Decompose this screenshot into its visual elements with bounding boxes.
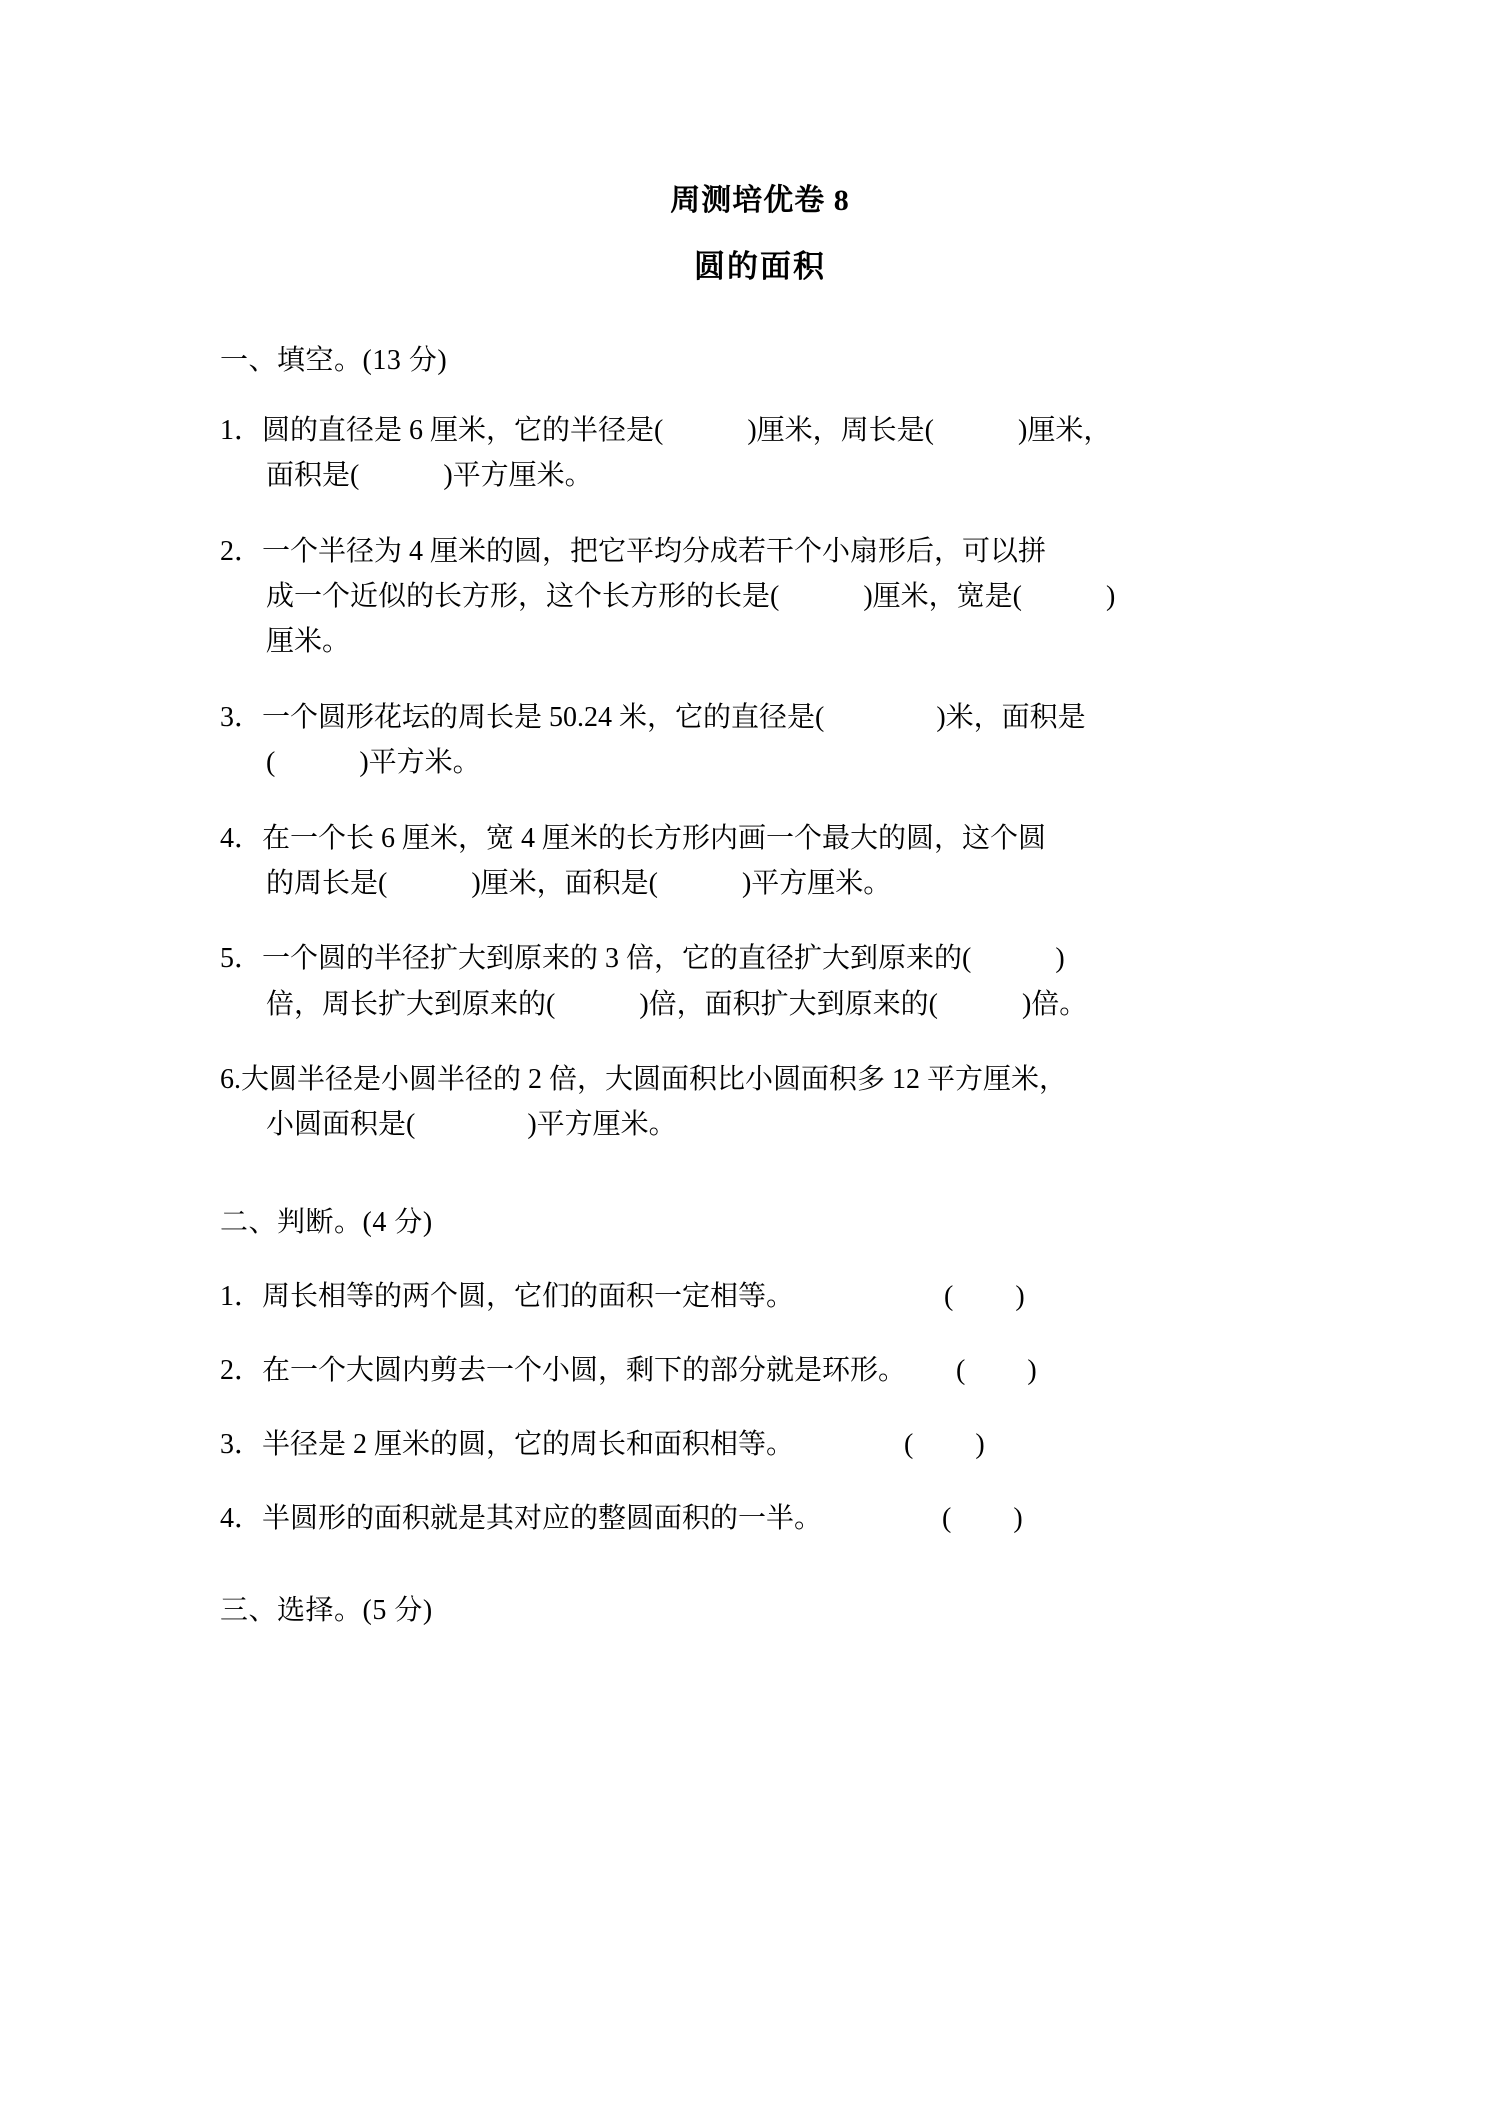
- question-number: 3．: [220, 1428, 263, 1460]
- answer-parenthesis: ( ): [956, 1354, 1039, 1386]
- question-text-line: 一个半径为 4 厘米的圆，把它平均分成若干个小扇形后，可以拼: [262, 535, 1047, 567]
- question-text-line: 半径是 2 厘米的圆，它的周长和面积相等。: [262, 1428, 795, 1460]
- question-number: 4．: [220, 1502, 263, 1534]
- question-text-line: 成一个近似的长方形，这个长方形的长是( )厘米，宽是( ): [266, 581, 1116, 613]
- question-text-line: 在一个大圆内剪去一个小圆，剩下的部分就是环形。: [262, 1354, 907, 1386]
- question-number: 5．: [220, 943, 263, 975]
- section-heading-fill-in: 一、填空。(13 分): [220, 345, 448, 376]
- question-number: 1．: [220, 1280, 263, 1312]
- question-number: 1．: [220, 415, 263, 446]
- question-text-line: 一个圆的半径扩大到原来的 3 倍，它的直径扩大到原来的( ): [262, 943, 1065, 975]
- question-text-line: ( )平方米。: [266, 747, 481, 779]
- question-text-line: 在一个长 6 厘米，宽 4 厘米的长方形内画一个最大的圆，这个圆: [262, 822, 1047, 854]
- page-title: 周测培优卷 8: [670, 184, 850, 217]
- question-number: 4．: [220, 822, 263, 854]
- section-heading-true-false: 二、判断。(4 分): [220, 1206, 433, 1238]
- question-text-line: 大圆半径是小圆半径的 2 倍，大圆面积比小圆面积多 12 平方厘米，: [241, 1063, 1068, 1095]
- question-text-line: 周长相等的两个圆，它们的面积一定相等。: [262, 1280, 795, 1312]
- true-false-item: [220, 1348, 1290, 1388]
- question-text-line: 一个圆形花坛的周长是 50.24 米，它的直径是( )米，面积是: [262, 701, 1086, 733]
- question-text-line: 倍，周长扩大到原来的( )倍，面积扩大到原来的( )倍。: [266, 988, 1088, 1020]
- question-text-line: 圆的直径是 6 厘米，它的半径是( )厘米，周长是( )厘米，: [262, 415, 1112, 446]
- question-number: 6.: [220, 1063, 241, 1095]
- true-false-item: [220, 1274, 1290, 1314]
- question-item: [220, 816, 1290, 907]
- answer-parenthesis: ( ): [944, 1280, 1027, 1312]
- question-text-line: 的周长是( )厘米，面积是( )平方厘米。: [266, 867, 892, 899]
- question-number: 2．: [220, 535, 263, 567]
- question-text-line: 小圆面积是( )平方厘米。: [266, 1109, 677, 1141]
- question-item: [220, 408, 1290, 499]
- question-text-line: 半圆形的面积就是其对应的整圆面积的一半。: [262, 1502, 823, 1534]
- answer-parenthesis: ( ): [904, 1428, 987, 1460]
- question-item: [220, 936, 1290, 1027]
- question-number: 3．: [220, 701, 263, 733]
- question-item: [220, 695, 1290, 786]
- question-number: 2．: [220, 1354, 263, 1386]
- question-item: [220, 1057, 1290, 1148]
- true-false-item: [220, 1422, 1290, 1462]
- true-false-item: [220, 1496, 1290, 1536]
- question-text-line: 厘米。: [266, 626, 351, 658]
- page-subtitle: 圆的面积: [694, 249, 826, 284]
- question-item: [220, 529, 1290, 665]
- answer-parenthesis: ( ): [942, 1502, 1025, 1534]
- question-text-line: 面积是( )平方厘米。: [266, 460, 593, 492]
- section-heading-choice: 三、选择。(5 分): [220, 1594, 433, 1626]
